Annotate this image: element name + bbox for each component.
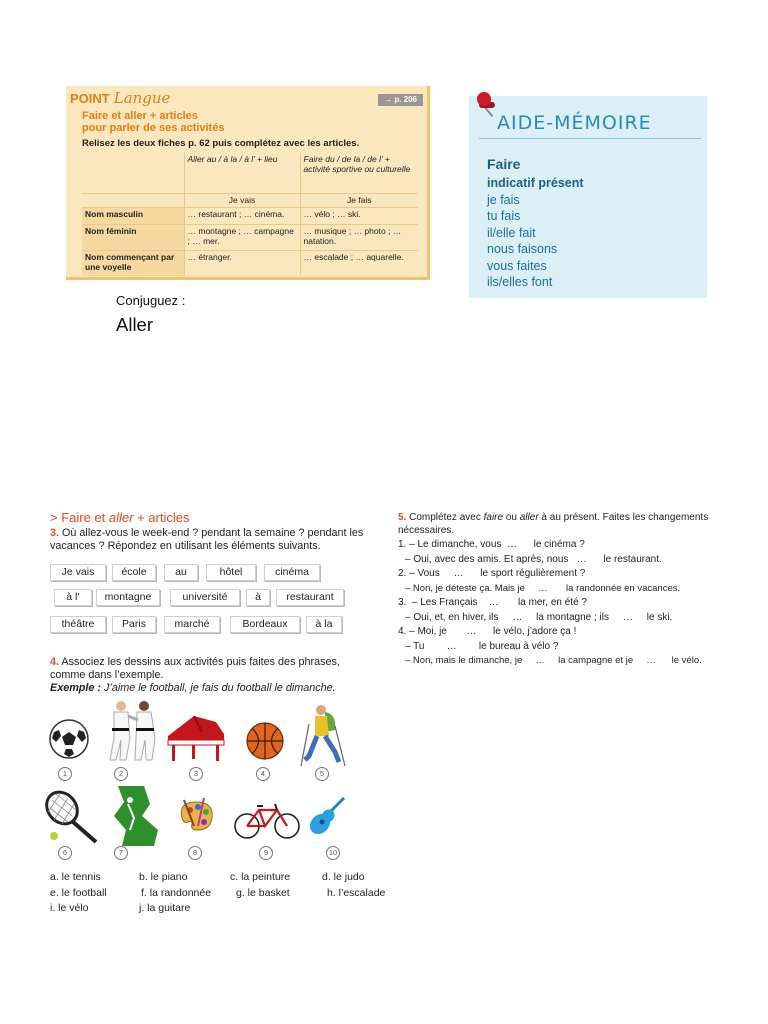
answer-item: a. le tennis (50, 871, 101, 883)
picture-number: 1 (58, 767, 72, 781)
empty-corner (82, 153, 184, 193)
bicycle-icon (233, 802, 301, 840)
example-label: Exemple : (50, 682, 102, 694)
answer-item: f. la randonnée (141, 886, 212, 899)
point-langue-label (70, 89, 170, 109)
conjugation-item: tu fais (487, 209, 521, 224)
word-tile: Je vais (50, 564, 106, 581)
col-header-faire: Faire du / de la / de l’ + activité sportive ou culturelle (300, 153, 418, 193)
exercise-line: 2. – Vous … le sport régulièrement ? (398, 568, 586, 579)
tense-label: indicatif présent (487, 176, 584, 190)
word-tile: école (112, 564, 156, 581)
heading-italic: aller (108, 510, 134, 525)
instruction-faire: faire (483, 512, 504, 523)
picture-number: 2 (114, 767, 128, 781)
word-tile: au (164, 564, 198, 581)
answer-item: e. le football (50, 886, 107, 899)
conjuguez-label: Conjuguez : (116, 293, 186, 308)
exercise-instruction: Associez les dessins aux activités puis faites des phrases, comme dans l’exemple. (50, 656, 340, 681)
exercise-line: 1. – Le dimanche, vous … le cinéma ? (398, 539, 585, 550)
word-tile: à l’ (54, 589, 92, 606)
word-tile: Paris (112, 616, 156, 633)
word-tile: à (246, 589, 270, 606)
pushpin-icon (477, 92, 491, 106)
picture-number: 10 (326, 846, 340, 860)
exercise-line: 4. – Moi, je … le vélo, j’adore ça ! (398, 626, 577, 637)
picture-number: 8 (188, 846, 202, 860)
point-langue-title (82, 110, 382, 134)
word-tile: cinéma (264, 564, 320, 581)
picture-number: 5 (315, 767, 329, 781)
example-line (50, 682, 336, 694)
sub-header-aller: Je vais (184, 193, 300, 207)
conjugation-list (487, 192, 557, 290)
row-label: Nom masculin (82, 207, 184, 224)
soccer-ball-icon (48, 718, 90, 760)
conjugation-item: il/elle fait (487, 225, 536, 240)
table-row (82, 224, 418, 250)
hiker-icon (295, 702, 349, 770)
answer-item: g. le basket (236, 886, 290, 899)
exercise-line: – Non, je déteste ça. Mais je … la randonnée en vacances. (405, 582, 681, 594)
table-cell: … étranger. (184, 250, 300, 276)
answer-item: d. le judo (322, 871, 365, 883)
word-tile: restaurant (276, 589, 344, 606)
grammar-table (82, 153, 418, 276)
conjuguez-verb: Aller (116, 314, 154, 335)
paint-palette-icon (176, 796, 216, 838)
answer-item: c. la peinture (230, 871, 291, 883)
instruction-part: Complétez avec (409, 512, 484, 523)
example-text: J’aime le football, je fais du football le dimanche. (104, 682, 336, 694)
section-heading (50, 510, 189, 525)
table-cell: … musique ; … photo ; … natation. (300, 224, 418, 250)
point-label: POINT (70, 91, 110, 106)
picture-number: 3 (189, 767, 203, 781)
word-tile: hôtel (206, 564, 256, 581)
point-langue-box (66, 86, 430, 280)
answer-item: b. le piano (139, 871, 188, 883)
page-reference: → p. 206 (378, 94, 423, 106)
table-cell: … escalade ; … aquarelle. (300, 250, 418, 276)
exercise-3-text (50, 527, 380, 553)
col-header-aller: Aller au / à la / à l’ + lieu (184, 153, 300, 193)
climbing-wall-icon (104, 786, 160, 846)
answer-item: j. la guitare (139, 902, 191, 914)
table-cell: … vélo ; … ski. (300, 207, 418, 224)
exercise-instruction: Où allez-vous le week-end ? pendant la semaine ? pendant les vacances ? Répondez en utilisant les éléments suivants. (50, 527, 364, 552)
aide-memoire-title: AIDE-MÉMOIRE (497, 112, 652, 134)
answer-item: h. l’escalade (327, 886, 386, 899)
answer-item: i. le vélo (50, 902, 89, 914)
instruction-part: ou (503, 512, 520, 523)
exercise-line: – Oui, et, en hiver, ils … la montagne ; ils … le ski. (405, 611, 673, 623)
exercise-number: 3. (50, 527, 60, 539)
guitar-icon (304, 796, 348, 838)
langue-label: Langue (113, 89, 171, 107)
table-row (82, 207, 418, 224)
conjugation-item: ils/elles font (487, 275, 553, 290)
conjugation-item: je fais (487, 193, 520, 207)
instruction-aller: aller (519, 512, 539, 523)
word-tile: à la (306, 616, 342, 633)
judo-icon (104, 698, 162, 764)
heading-suffix: + articles (133, 510, 190, 525)
exercise-line: – Non, mais le dimanche, je … la campagne et je … le vélo. (405, 655, 702, 666)
conjugation-item: vous faites (487, 258, 547, 273)
exercise-line: – Oui, avec des amis. Et après, nous … le restaurant. (405, 553, 662, 565)
exercise-number: 5. (398, 512, 407, 523)
title-line-1: Faire et aller + articles (82, 110, 198, 122)
word-tile: marché (164, 616, 220, 633)
picture-number: 7 (114, 846, 128, 860)
exercise-5 (398, 511, 743, 669)
row-label: Nom commençant par une voyelle (82, 250, 184, 276)
word-tile: Bordeaux (230, 616, 300, 633)
table-cell: … montagne ; … campagne ; … mer. (184, 224, 300, 250)
row-label: Nom féminin (82, 224, 184, 250)
title-line-2: pour parler de ses activités (82, 122, 225, 134)
table-cell: … restaurant ; … cinéma. (184, 207, 300, 224)
word-tile: université (170, 589, 240, 606)
verb-title: Faire (487, 156, 521, 172)
word-tile: montagne (96, 589, 160, 606)
exercise-4-text (50, 656, 350, 695)
tennis-racket-icon (40, 790, 102, 846)
exercise-line: 3. – Les Français … la mer, en été ? (398, 597, 587, 608)
picture-number: 9 (259, 846, 273, 860)
conjugation-item: nous faisons (487, 242, 558, 257)
exercise-instruction (398, 511, 743, 537)
empty-corner-2 (82, 193, 184, 207)
piano-icon (164, 712, 228, 762)
sub-header-faire: Je fais (300, 193, 418, 207)
exercise-number: 4. (50, 656, 60, 668)
basketball-icon (245, 721, 285, 761)
exercise-line: – Tu … le bureau à vélo ? (405, 640, 559, 652)
heading-prefix: > Faire et (50, 510, 109, 525)
aide-memoire-box (469, 96, 707, 298)
word-tile: théâtre (50, 616, 106, 633)
picture-number: 4 (256, 767, 270, 781)
table-row (82, 250, 418, 276)
point-langue-instruction: Relisez les deux fiches p. 62 puis complétez avec les articles. (82, 138, 360, 149)
picture-number: 6 (58, 846, 72, 860)
instruction-part: à au présent. Faites les changements nécessaires. (398, 512, 709, 536)
divider (479, 138, 701, 139)
